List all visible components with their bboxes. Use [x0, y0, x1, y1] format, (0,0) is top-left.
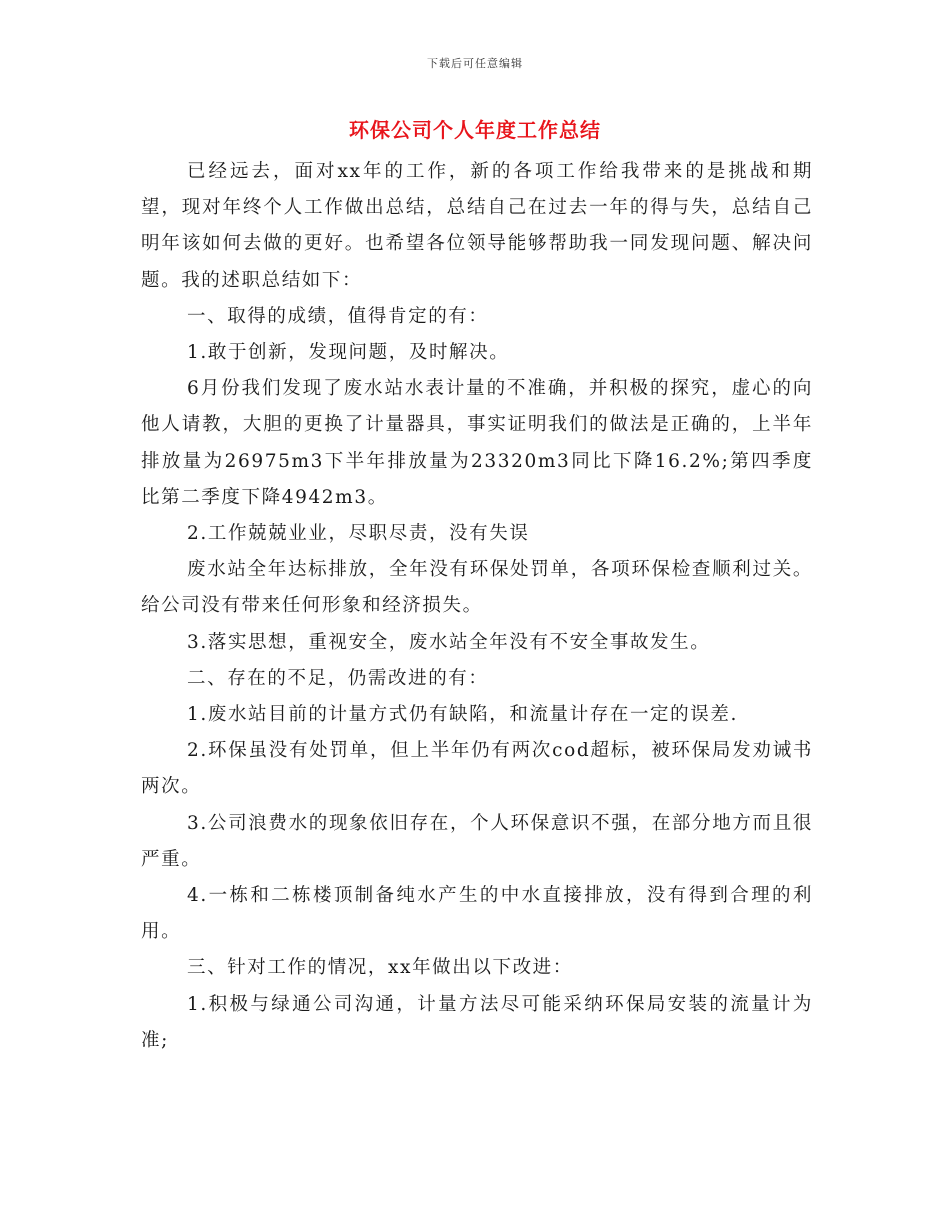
- list-item-achievement-3: 3.落实思想，重视安全，废水站全年没有不安全事故发生。: [187, 631, 711, 653]
- list-item-shortcoming-2: 2.环保虽没有处罚单，但上半年仍有两次cod超标，被环保局发劝诫书两次。: [141, 740, 813, 798]
- paragraph-achievement-1-detail: 6月份我们发现了废水站水表计量的不准确，并积极的探究，虚心的向他人请教，大胆的更换了计量器具，事实证明我们的做法是正确的，上半年排放量为26975m3下半年排放量为23320m3同比下降16.2%;第四季度比第二季度下降4942m3。: [141, 378, 813, 508]
- list-item-achievement-1: 1.敢于创新，发现问题，及时解决。: [187, 342, 510, 364]
- paragraph-intro: 已经远去，面对xx年的工作，新的各项工作给我带来的是挑战和期望，现对年终个人工作做出总结，总结自己在过去一年的得与失，总结自己明年该如何去做的更好。也希望各位领导能够帮助我一同发现问题、解决问题。我的述职总结如下：: [141, 161, 813, 291]
- document-title: 环保公司个人年度工作总结: [349, 118, 601, 142]
- section-heading-shortcomings: 二、存在的不足，仍需改进的有：: [187, 667, 489, 689]
- header-note: 下载后可任意编辑: [427, 57, 523, 70]
- list-item-shortcoming-4: 4.一栋和二栋楼顶制备纯水产生的中水直接排放，没有得到合理的利用。: [141, 885, 813, 943]
- list-item-shortcoming-1: 1.废水站目前的计量方式仍有缺陷，和流量计存在一定的误差.: [187, 704, 738, 726]
- section-heading-improvements: 三、针对工作的情况，xx年做出以下改进：: [187, 957, 573, 979]
- list-item-achievement-2: 2.工作兢兢业业，尽职尽责，没有失误: [187, 523, 530, 545]
- paragraph-achievement-2-detail: 废水站全年达标排放，全年没有环保处罚单，各项环保检查顺利过关。给公司没有带来任何形象和经济损失。: [141, 559, 813, 617]
- document-body: [141, 154, 813, 1059]
- section-heading-achievements: 一、取得的成绩，值得肯定的有：: [187, 305, 489, 327]
- list-item-improvement-1: 1.积极与绿通公司沟通，计量方法尽可能采纳环保局安装的流量计为准;: [141, 993, 813, 1051]
- list-item-shortcoming-3: 3.公司浪费水的现象依旧存在，个人环保意识不强，在部分地方而且很严重。: [141, 812, 813, 870]
